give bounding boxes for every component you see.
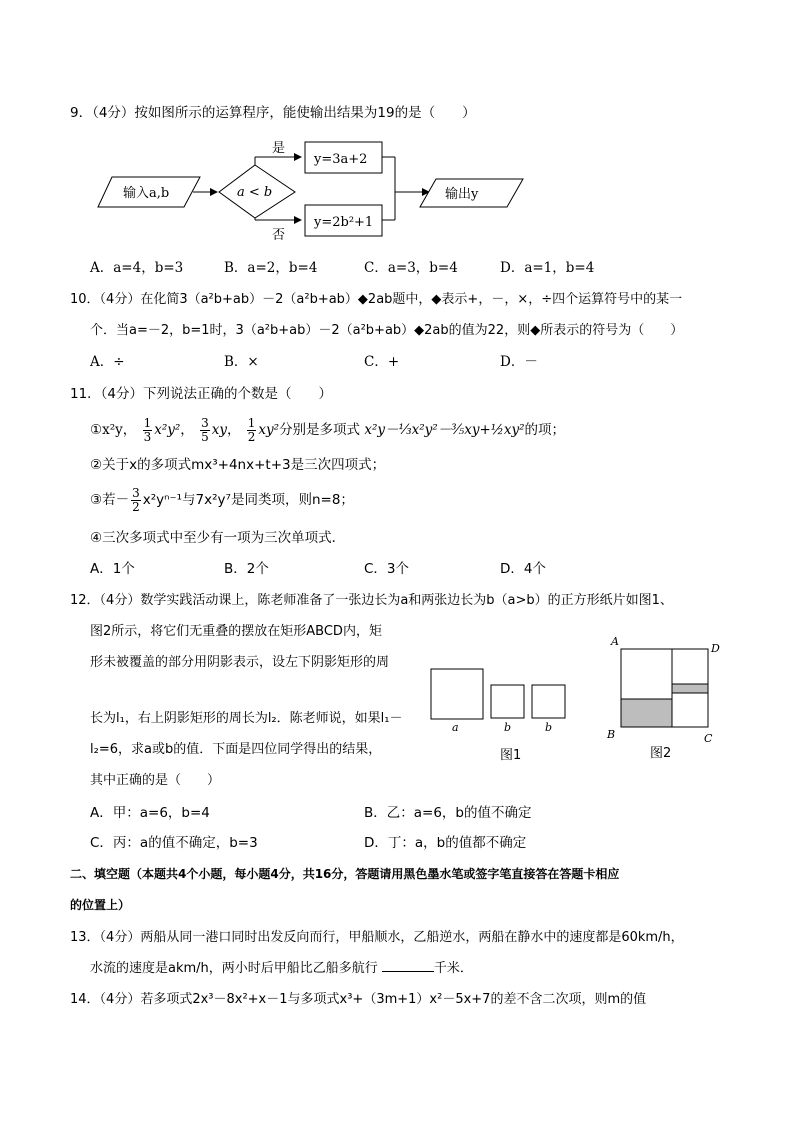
fraction-one-half: $\frac{1}{2}$: [247, 416, 256, 444]
q11-option-b: B．2个: [224, 561, 269, 577]
q12-line2: 图2所示，将它们无重叠的摆放在矩形ABCD内，矩: [90, 624, 382, 639]
section-2-heading: 二、填空题（本题共4个小题，每小题4分，共16分，答题请用黑色墨水笔或签字笔直接答在答题卡相应: [70, 867, 620, 881]
q13-line2: [90, 959, 473, 979]
fraction-one-third: $\frac{1}{3}$: [143, 416, 152, 444]
q11-statement-2: ②关于x的多项式mx³+4nx+t+3是三次四项式；: [90, 457, 386, 473]
q10-option-c: C．+: [364, 354, 400, 370]
corner-d: D: [711, 642, 720, 655]
section-2-heading-cont: 的位置上）: [70, 898, 131, 912]
q12-option-b: B．乙：a=6，b的值不确定: [364, 805, 532, 821]
fraction-three-halves: $\frac{3}{2}$: [132, 486, 140, 514]
answer-blank[interactable]: [382, 959, 434, 972]
formula-yes-label: y=3a+2: [314, 152, 368, 167]
q12-line6: 其中正确的是（ ）: [90, 773, 221, 788]
q11-option-c: C．3个: [364, 561, 410, 577]
corner-c: C: [704, 732, 713, 745]
q13-line2-unit: 千米．: [433, 961, 473, 976]
q9-option-a: A．a=4，b=3: [90, 260, 184, 276]
q9-option-c: C．a=3，b=4: [364, 260, 458, 276]
q13-line2-text: 水流的速度是akm/h，两小时后甲船比乙船多航行: [90, 961, 378, 976]
figure-1-caption: 图1: [500, 748, 522, 763]
no-label: 否: [272, 228, 286, 243]
q12-line1: 12．（4分）数学实践活动课上，陈老师准备了一张边长为a和两张边长为b（a>b）的正方形纸片如图1、: [70, 593, 673, 608]
q11-s3-lead: ③若－: [90, 492, 130, 508]
q12-option-d: D．丁：a，b的值都不确定: [364, 835, 527, 851]
q10-option-b: B．×: [224, 354, 259, 370]
q11-statement-1: ①x²y， $\frac{1}{3}$ x²y²， $\frac{3}{5}$ xy， $\frac{1}{2}$ xy²分别是多项式 x²y－⅓x²y²－⅗xy+½xy²的项；: [90, 416, 566, 444]
shaded-rect-lower-left: [621, 699, 672, 727]
q11-option-a: A．1个: [90, 561, 135, 577]
figure-2-caption: 图2: [650, 746, 672, 761]
q10-option-d: D．－: [500, 354, 538, 370]
square-b-top: [672, 649, 708, 684]
q12-option-c: C．丙：a的值不确定，b=3: [90, 835, 258, 851]
square-b2-label: b: [545, 721, 553, 734]
q9-flowchart: [95, 135, 535, 245]
output-label: 输出y: [445, 187, 479, 202]
q12-figure-1: [428, 664, 573, 764]
q14-line1: 14．（4分）若多项式2x³－8x²+x－1与多项式x³+（3m+1）x²－5x+7的差不含二次项，则m的值: [70, 992, 647, 1007]
q9-option-d: D．a=1，b=4: [500, 260, 595, 276]
q11-statement-4: ④三次多项式中至少有一项为三次单项式．: [90, 530, 346, 546]
formula-no-label: y=2b²+1: [314, 215, 374, 230]
square-a-label: a: [452, 721, 459, 734]
q11-stem: 11．（4分）下列说法正确的个数是（ ）: [70, 386, 333, 402]
square-b2: [532, 685, 565, 718]
square-a: [431, 669, 483, 719]
q12-line4: 长为l₁，右上阴影矩形的周长为l₂．陈老师说，如果l₁－: [90, 711, 403, 726]
q11-s1-tail: 的项；: [524, 422, 566, 438]
input-label: 输入a,b: [123, 186, 170, 201]
q10-option-a: A．÷: [90, 354, 125, 370]
corner-a: A: [611, 635, 619, 648]
fraction-three-fifths: $\frac{3}{5}$: [201, 416, 209, 444]
q10-line1: 10．（4分）在化简3（a²b+ab）－2（a²b+ab）◆2ab题中，◆表示+，－，×，÷四个运算符号中的某一: [70, 292, 683, 307]
q12-option-a: A．甲：a=6，b=4: [90, 805, 210, 821]
q12-figure-2: [603, 632, 728, 762]
q9-stem: 9．（4分）按如图所示的运算程序，能使输出结果为19的是（ ）: [70, 105, 476, 121]
q12-line3: 形未被覆盖的部分用阴影表示，设左下阴影矩形的周: [90, 655, 390, 670]
square-b1-label: b: [504, 721, 512, 734]
q11-option-d: D．4个: [500, 561, 546, 577]
q13-line1: 13．（4分）两船从同一港口同时出发反向而行，甲船顺水，乙船逆水，两船在静水中的速度都是60km/h，: [70, 930, 684, 945]
q11-s1-poly: x²y－⅓x²y²－⅗xy+½xy²: [364, 422, 525, 438]
square-b1: [491, 685, 524, 718]
q10-line2: 个．当a=－2，b=1时，3（a²b+ab）－2（a²b+ab）◆2ab的值为22，则◆所表示的符号为（ ）: [90, 323, 684, 338]
shaded-rect-upper-right: [672, 684, 708, 693]
q11-s1-lead: ①x²y，: [90, 422, 137, 438]
square-b-bottom: [672, 693, 708, 727]
yes-label: 是: [272, 141, 286, 156]
q11-statement-3: [90, 483, 354, 517]
q9-option-b: B．a=2，b=4: [224, 260, 318, 276]
q11-s3-tail: x²yⁿ⁻¹与7x²y⁷是同类项，则n=8；: [142, 492, 354, 508]
condition-label: a < b: [237, 185, 273, 200]
q11-s1-mid: 分别是多项式: [279, 422, 361, 438]
q12-line5: l₂=6，求a或b的值．下面是四位同学得出的结果，: [90, 742, 382, 757]
corner-b: B: [607, 728, 616, 741]
square-a-placed: [621, 649, 672, 699]
